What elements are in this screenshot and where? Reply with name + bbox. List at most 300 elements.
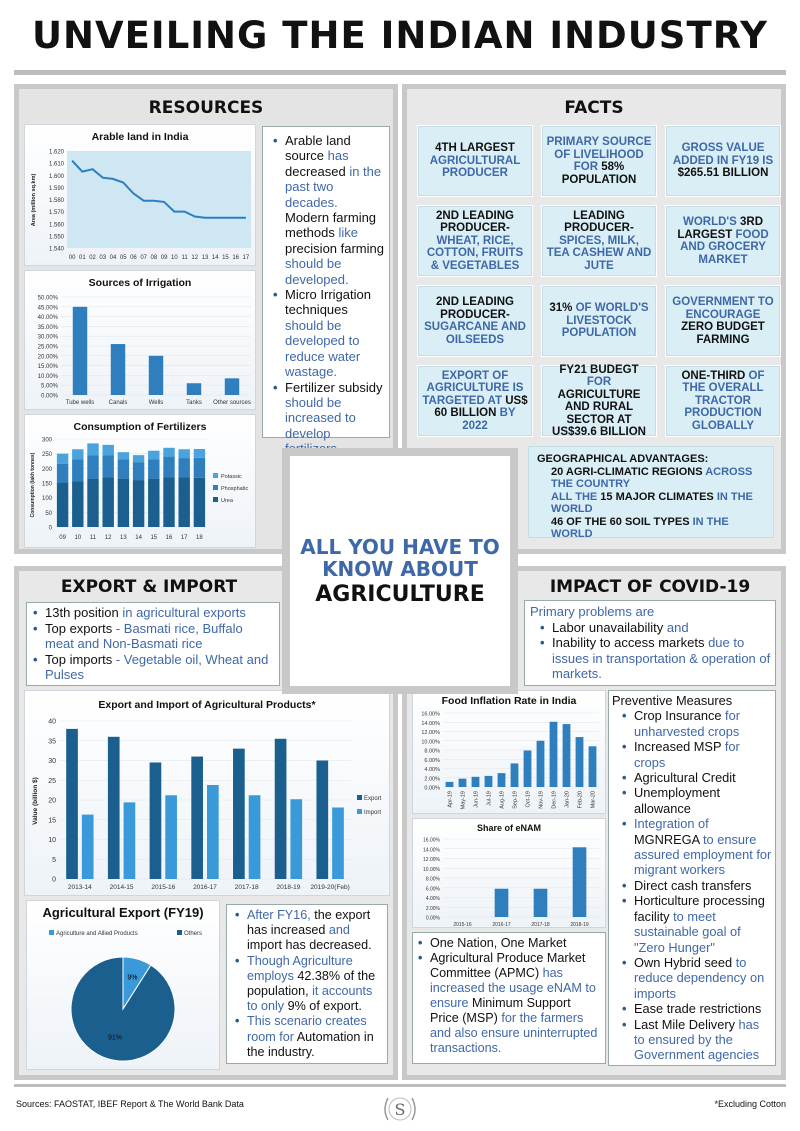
- text-run: and also ensure uninterrupted transactions.: [430, 1026, 598, 1055]
- text-run: Minimum Support Price (MSP): [430, 996, 571, 1025]
- x-tick-label: 18: [196, 535, 203, 541]
- y-tick-label: 5.00%: [40, 383, 58, 390]
- legend-label: Export: [364, 796, 382, 802]
- text-run: it accounts to only: [247, 984, 373, 1014]
- stacked-bar-segment: [57, 454, 68, 464]
- stacked-bar-segment: [179, 458, 190, 477]
- fact-card: [666, 286, 780, 356]
- x-tick-label: 2017-18: [234, 884, 259, 891]
- list-item: [622, 770, 772, 785]
- text-run: - Basmati rice, Buffalo meat and Non-Basmati rice: [45, 620, 243, 652]
- bar: [207, 785, 219, 879]
- logo-letter: S: [394, 1100, 406, 1119]
- text-run: to develop: [285, 410, 356, 441]
- text-run: import has decreased.: [247, 938, 372, 953]
- y-tick-label: 2.00%: [424, 776, 440, 783]
- fertilizer-chart-title: Consumption of Fertilizers: [73, 421, 207, 433]
- stacked-bar-segment: [133, 462, 144, 480]
- list-item: [622, 785, 772, 816]
- text-run: Direct cash transfers: [634, 877, 752, 893]
- text-run: MGNREGA: [634, 831, 703, 847]
- fact-text: GROSS VALUE ADDED IN FY19 IS: [672, 142, 774, 167]
- x-tick-label: 16: [165, 535, 173, 541]
- legend-label: Others: [184, 931, 203, 937]
- fact-card: [542, 286, 656, 356]
- text-run: like: [338, 225, 358, 241]
- x-tick-label: 11: [181, 255, 188, 261]
- bar: [111, 344, 125, 395]
- text-run: 46 OF THE 60 SOIL TYPES: [551, 515, 693, 528]
- text-run: Last Mile Delivery: [634, 1016, 739, 1032]
- resources-list: [273, 133, 385, 457]
- y-tick-label: 1.560: [48, 222, 64, 229]
- fact-text: FOOD AND GROCERY MARKET: [680, 228, 769, 266]
- list-item: [622, 1001, 772, 1016]
- x-tick-label: 17: [180, 535, 188, 541]
- stacked-bar-segment: [57, 464, 68, 483]
- fact-text: US$39.6 BILLION: [552, 426, 646, 438]
- text-run: Though Agriculture employs: [247, 953, 353, 983]
- x-tick-label: 04: [109, 255, 117, 261]
- y-tick-label: 6.00%: [424, 757, 440, 764]
- y-axis-label: Value (billion $): [32, 777, 39, 825]
- x-tick-label: 2014-15: [109, 884, 134, 891]
- list-item: [622, 955, 772, 1001]
- fact-card: [542, 363, 656, 438]
- y-tick-label: 1.610: [48, 161, 64, 168]
- list-item: [622, 893, 772, 955]
- legend-swatch: [177, 930, 182, 935]
- y-tick-label: 4.00%: [424, 767, 440, 773]
- fact-text: OF THE OVERALL TRACTOR PRODUCTION GLOBALLY: [682, 369, 765, 432]
- text-run: should be developed.: [285, 256, 349, 287]
- x-tick-label: 2016-17: [193, 884, 217, 891]
- y-tick-label: 0.00%: [424, 785, 440, 792]
- pie-label: 9%: [127, 974, 138, 982]
- y-tick-label: 100: [41, 496, 52, 503]
- x-tick-label: Sep-19: [512, 791, 519, 809]
- text-run: should be developed to reduce water wastage.: [285, 317, 361, 380]
- text-run: 20 AGRI-CLIMATIC REGIONS: [551, 465, 706, 478]
- covid-heading: IMPACT OF COVID-19: [549, 577, 751, 597]
- covid-textbox: [524, 600, 776, 686]
- stacked-bar-segment: [57, 483, 68, 527]
- fact-text: WHEAT, RICE, COTTON, FRUITS & VEGETABLES: [426, 234, 524, 272]
- legend-label: Import: [364, 810, 382, 816]
- list-item: [235, 954, 384, 1015]
- preventive-heading: Preventive Measures: [612, 693, 733, 708]
- stacked-bar-segment: [118, 452, 129, 459]
- x-tick-label: 10: [170, 255, 178, 261]
- x-tick-label: 2019-20(Feb): [310, 884, 350, 891]
- list-item: [622, 816, 772, 878]
- x-tick-label: 13: [201, 255, 209, 261]
- fact-card: [418, 126, 532, 196]
- x-tick-label: Nov-19: [538, 791, 545, 809]
- bar: [498, 773, 506, 787]
- y-tick-label: 15: [48, 817, 56, 825]
- fact-text: AGRICULTURE AND RURAL SECTOR AT: [557, 388, 641, 426]
- stacked-bar-segment: [87, 479, 98, 527]
- y-tick-label: 0: [48, 525, 52, 532]
- enam-textbox: [412, 932, 606, 1064]
- stacked-bar-segment: [72, 449, 83, 459]
- fy19-chart-svg: [27, 901, 221, 1071]
- bar: [165, 795, 177, 879]
- text-run: Arable land source: [285, 133, 351, 164]
- inflation-chart: [412, 690, 606, 814]
- y-tick-label: 4.00%: [425, 896, 440, 902]
- text-run: IN THE WORLD: [551, 490, 753, 515]
- fact-text: LEADING PRODUCER-: [564, 209, 634, 235]
- bar: [290, 799, 302, 879]
- fact-text: OF WORLD'S LIVESTOCK POPULATION: [561, 302, 649, 340]
- fact-text: 31%: [549, 302, 576, 315]
- x-tick-label: Other sources: [213, 400, 251, 406]
- covid-list: [530, 620, 771, 682]
- x-tick-label: 02: [89, 255, 96, 261]
- x-tick-label: Feb-20: [577, 791, 584, 809]
- pie-slice: [71, 957, 175, 1061]
- fact-text: 58% POPULATION: [561, 161, 637, 186]
- list-item: [273, 287, 385, 379]
- x-tick-label: 12: [191, 255, 199, 261]
- bar: [537, 741, 545, 787]
- bottom-divider: [14, 1084, 786, 1087]
- y-tick-label: 1.590: [48, 185, 64, 192]
- x-tick-label: 12: [104, 535, 112, 541]
- list-item: [622, 878, 772, 893]
- footer-note: *Excluding Cotton: [714, 1099, 786, 1109]
- text-run: for crops: [634, 739, 740, 770]
- y-tick-label: 20: [48, 797, 56, 805]
- x-tick-label: 2016-17: [492, 922, 511, 928]
- stacked-bar-segment: [148, 451, 159, 460]
- text-run: should be increased: [285, 394, 345, 426]
- top-divider: [14, 70, 786, 75]
- y-tick-label: 30: [48, 758, 56, 765]
- y-tick-label: 10.00%: [37, 373, 58, 380]
- fact-text: WORLD'S: [682, 216, 741, 228]
- stacked-bar-segment: [133, 455, 144, 462]
- fact-text: 3RD LARGEST: [677, 216, 764, 241]
- stacked-bar-segment: [72, 460, 83, 482]
- text-run: to ensure assured employment for migrant workers: [634, 831, 772, 878]
- fact-text: FOR: [586, 376, 612, 388]
- fact-card: [542, 206, 656, 276]
- bar: [73, 307, 87, 395]
- text-run: Top imports: [45, 651, 116, 667]
- x-tick-label: Apr-19: [447, 791, 454, 808]
- y-tick-label: 8.00%: [425, 876, 440, 883]
- preventive-textbox: [608, 690, 776, 1066]
- x-tick-label: 10: [74, 535, 82, 541]
- legend-swatch: [213, 485, 218, 490]
- y-tick-label: 0.00%: [425, 915, 440, 922]
- y-tick-label: 0.00%: [40, 393, 58, 400]
- x-tick-label: Oct-19: [525, 791, 532, 808]
- y-tick-label: 10.00%: [421, 739, 440, 746]
- footer-sources: Sources: FAOSTAT, IBEF Report & The World Bank Data: [16, 1099, 244, 1109]
- legend-swatch: [49, 930, 54, 935]
- inflation-chart-svg: [413, 691, 607, 815]
- enam-chart: [412, 818, 606, 928]
- fact-card: [418, 366, 532, 436]
- fact-text: 2ND LEADING PRODUCER-: [436, 209, 514, 235]
- bar: [446, 782, 454, 787]
- text-run: due to issues in transportation & operation of markets.: [552, 635, 771, 682]
- y-tick-label: 16.00%: [421, 711, 440, 718]
- text-run: to reduce dependency on imports: [634, 954, 765, 1001]
- preventive-list: [612, 708, 772, 1062]
- stacked-bar-segment: [103, 477, 114, 527]
- y-tick-label: 20.00%: [37, 354, 58, 361]
- text-run: Modern farming methods: [285, 210, 377, 241]
- arable-chart-svg: [25, 125, 257, 267]
- text-run: 13th position: [45, 605, 123, 620]
- bar: [459, 779, 467, 787]
- list-item: [537, 516, 765, 541]
- bar: [589, 746, 597, 787]
- y-tick-label: 2.00%: [425, 905, 440, 912]
- bar: [82, 815, 94, 879]
- text-run: Increased MSP: [634, 739, 725, 755]
- legend-label: Phosphatic: [221, 486, 249, 492]
- text-run: precision farming: [285, 240, 384, 256]
- bar: [124, 802, 136, 879]
- x-tick-label: 13: [120, 535, 127, 541]
- text-run: This scenario creates room for: [247, 1014, 367, 1044]
- fertilizer-chart-svg: [25, 415, 257, 549]
- stacked-bar-segment: [194, 478, 205, 527]
- stacked-bar-segment: [87, 455, 98, 478]
- x-tick-label: 08: [150, 255, 158, 261]
- fact-text: ZERO BUDGET FARMING: [681, 321, 765, 346]
- list-item: [540, 635, 771, 682]
- x-tick-label: 2015-16: [453, 922, 472, 928]
- bar: [485, 776, 493, 787]
- text-run: for the farmers: [501, 1011, 584, 1025]
- x-tick-label: Jun-19: [473, 791, 480, 808]
- bar: [108, 737, 120, 879]
- x-tick-label: 09: [160, 255, 168, 261]
- legend-label: Agriculture and Allied Products: [56, 931, 138, 937]
- enam-chart-title: Share of eNAM: [476, 823, 541, 833]
- x-tick-label: Dec-19: [551, 791, 558, 809]
- fact-text: PRIMARY SOURCE OF LIVELIHOOD FOR: [546, 136, 652, 173]
- x-tick-label: 15: [150, 535, 158, 541]
- y-tick-label: 1.580: [48, 198, 64, 204]
- y-tick-label: 35: [48, 738, 56, 746]
- expimp-chart-svg: [25, 691, 391, 897]
- stacked-bar-segment: [163, 448, 174, 457]
- y-tick-label: 1.620: [48, 149, 64, 156]
- bar: [275, 739, 287, 879]
- x-tick-label: 03: [99, 255, 107, 261]
- text-run: has: [327, 148, 349, 164]
- stacked-bar-segment: [87, 443, 98, 455]
- bar: [576, 737, 584, 787]
- y-tick-label: 50.00%: [37, 295, 58, 302]
- fact-text: AGRICULTURAL PRODUCER: [429, 154, 521, 180]
- bar: [563, 724, 571, 787]
- irrigation-chart-title: Sources of Irrigation: [88, 277, 192, 289]
- text-run: decreased: [285, 163, 350, 179]
- center-line1: ALL YOU HAVE TO KNOW ABOUT: [300, 534, 500, 581]
- fertilizer-chart: [24, 414, 256, 548]
- x-tick-label: 07: [140, 255, 148, 261]
- stacked-bar-segment: [103, 455, 114, 477]
- y-tick-label: 45.00%: [37, 305, 58, 312]
- text-run: 42.38% of the population,: [247, 968, 376, 999]
- bar: [150, 762, 162, 879]
- fact-card: [418, 286, 532, 356]
- fact-text: SUGARCANE AND OILSEEDS: [424, 321, 526, 346]
- enam-chart-svg: [413, 819, 607, 929]
- x-tick-label: May-19: [460, 791, 467, 810]
- y-tick-label: 1.550: [48, 234, 64, 241]
- text-run: Inability to access markets: [552, 635, 709, 651]
- export-textbox: [26, 602, 280, 686]
- text-run: IN THE WORLD: [551, 515, 729, 540]
- text-run: ALL THE: [551, 490, 601, 503]
- bar: [495, 889, 509, 917]
- logo-icon: [378, 1092, 422, 1126]
- x-tick-label: Mar-20: [590, 791, 597, 809]
- irrigation-chart: [24, 270, 256, 410]
- y-tick-label: 30.00%: [37, 334, 58, 341]
- bar: [472, 777, 480, 787]
- y-tick-label: 40.00%: [37, 315, 58, 322]
- x-tick-label: 06: [130, 255, 137, 261]
- stacked-bar-segment: [163, 477, 174, 527]
- y-axis-label: Area (million sq.km): [31, 173, 37, 227]
- list-item: [273, 133, 385, 287]
- legend-label: Potassic: [221, 474, 242, 480]
- stacked-bar-segment: [179, 477, 190, 527]
- enam-list: [418, 936, 602, 1056]
- x-tick-label: 14: [135, 535, 142, 541]
- x-tick-label: 09: [59, 535, 66, 541]
- y-tick-label: 0: [52, 876, 56, 884]
- x-tick-label: Tube wells: [65, 400, 95, 406]
- y-tick-label: 35.00%: [37, 324, 58, 331]
- list-item: [33, 621, 275, 652]
- fact-text: BY 2022: [462, 407, 516, 432]
- arable-chart-title: Arable land in India: [91, 131, 189, 143]
- arable-land-chart: [24, 124, 256, 266]
- y-tick-label: 1.600: [48, 173, 64, 180]
- stacked-bar-segment: [194, 458, 205, 478]
- x-tick-label: 2018-19: [570, 922, 589, 928]
- export-list: [33, 605, 275, 683]
- list-item: [418, 951, 602, 1056]
- bar: [249, 795, 261, 879]
- x-tick-label: Jan-20: [564, 791, 571, 808]
- text-run: Automation in the industry.: [247, 1029, 374, 1059]
- stacked-bar-segment: [148, 460, 159, 479]
- text-run: Micro Irrigation techniques: [285, 287, 371, 318]
- y-tick-label: 25.00%: [37, 344, 58, 351]
- fact-text: EXPORT OF AGRICULTURE IS TARGETED AT: [422, 369, 524, 407]
- y-tick-label: 1.570: [48, 210, 64, 217]
- y-tick-label: 50: [45, 510, 52, 517]
- resources-textbox: [262, 126, 390, 441]
- stacked-bar-segment: [133, 480, 144, 527]
- x-tick-label: 2017-18: [531, 922, 550, 928]
- x-tick-label: 2013-14: [67, 884, 92, 891]
- bar: [191, 757, 203, 879]
- text-run: Ease trade restrictions: [634, 1001, 762, 1017]
- pie-label: 91%: [108, 1034, 123, 1042]
- y-tick-label: 300: [41, 437, 52, 444]
- fact-card: [542, 126, 656, 196]
- fact-text: FY21 BUDEGT: [559, 363, 639, 376]
- x-tick-label: 05: [119, 255, 127, 261]
- list-item: [235, 908, 384, 954]
- fact-text: ONE-THIRD: [681, 369, 749, 382]
- text-run: After FY16,: [247, 908, 315, 922]
- bar: [149, 356, 163, 395]
- x-tick-label: 00: [68, 255, 76, 261]
- center-badge: [282, 448, 518, 694]
- list-item: [622, 739, 772, 770]
- fy19-pie-chart: [26, 900, 220, 1070]
- list-item: [418, 936, 602, 951]
- legend-swatch: [357, 795, 362, 800]
- bar: [524, 750, 532, 787]
- y-tick-label: 6.00%: [425, 886, 440, 893]
- y-tick-label: 40: [48, 718, 56, 726]
- stacked-bar-segment: [163, 457, 174, 478]
- x-tick-label: 14: [211, 255, 219, 261]
- x-tick-label: Tanks: [186, 400, 202, 406]
- facts-heading: FACTS: [564, 98, 624, 118]
- inflation-chart-title: Food Inflation Rate in India: [441, 695, 577, 707]
- legend-swatch: [357, 809, 362, 814]
- list-item: [33, 605, 275, 621]
- fact-text: 4TH LARGEST: [435, 142, 515, 155]
- stacked-bar-segment: [118, 460, 129, 479]
- text-run: the: [314, 908, 336, 922]
- text-run: in agricultural exports: [122, 605, 246, 620]
- text-run: Agricultural Produce Market Committee (APMC): [430, 951, 586, 980]
- text-run: - Vegetable oil, Wheat and Pulses: [45, 651, 269, 683]
- covid-problems-heading: Primary problems are: [530, 604, 655, 619]
- y-tick-label: 200: [41, 466, 52, 473]
- bar: [316, 761, 328, 880]
- stacked-bar-segment: [103, 445, 114, 455]
- y-tick-label: 12.00%: [421, 730, 440, 736]
- text-run: has to ensured by the Government agencies: [634, 1016, 760, 1063]
- text-run: Unemployment allowance: [634, 785, 721, 816]
- x-tick-label: 01: [78, 255, 86, 261]
- stacked-bar-segment: [118, 479, 129, 527]
- text-run: export has increased: [247, 908, 371, 938]
- fact-card: [666, 206, 780, 276]
- list-item: [622, 708, 772, 739]
- text-run: for unharvested crops: [634, 708, 740, 739]
- x-tick-label: Aug-19: [499, 791, 506, 809]
- y-tick-label: 1.540: [48, 246, 64, 253]
- irrigation-chart-svg: [25, 271, 257, 411]
- x-tick-label: 15: [222, 255, 229, 261]
- list-item: [273, 380, 385, 457]
- legend-swatch: [213, 497, 218, 502]
- stacked-bar-segment: [148, 479, 159, 527]
- text-run: has increased the usage eNAM to ensure: [430, 966, 596, 1010]
- text-run: Integration of: [634, 816, 709, 832]
